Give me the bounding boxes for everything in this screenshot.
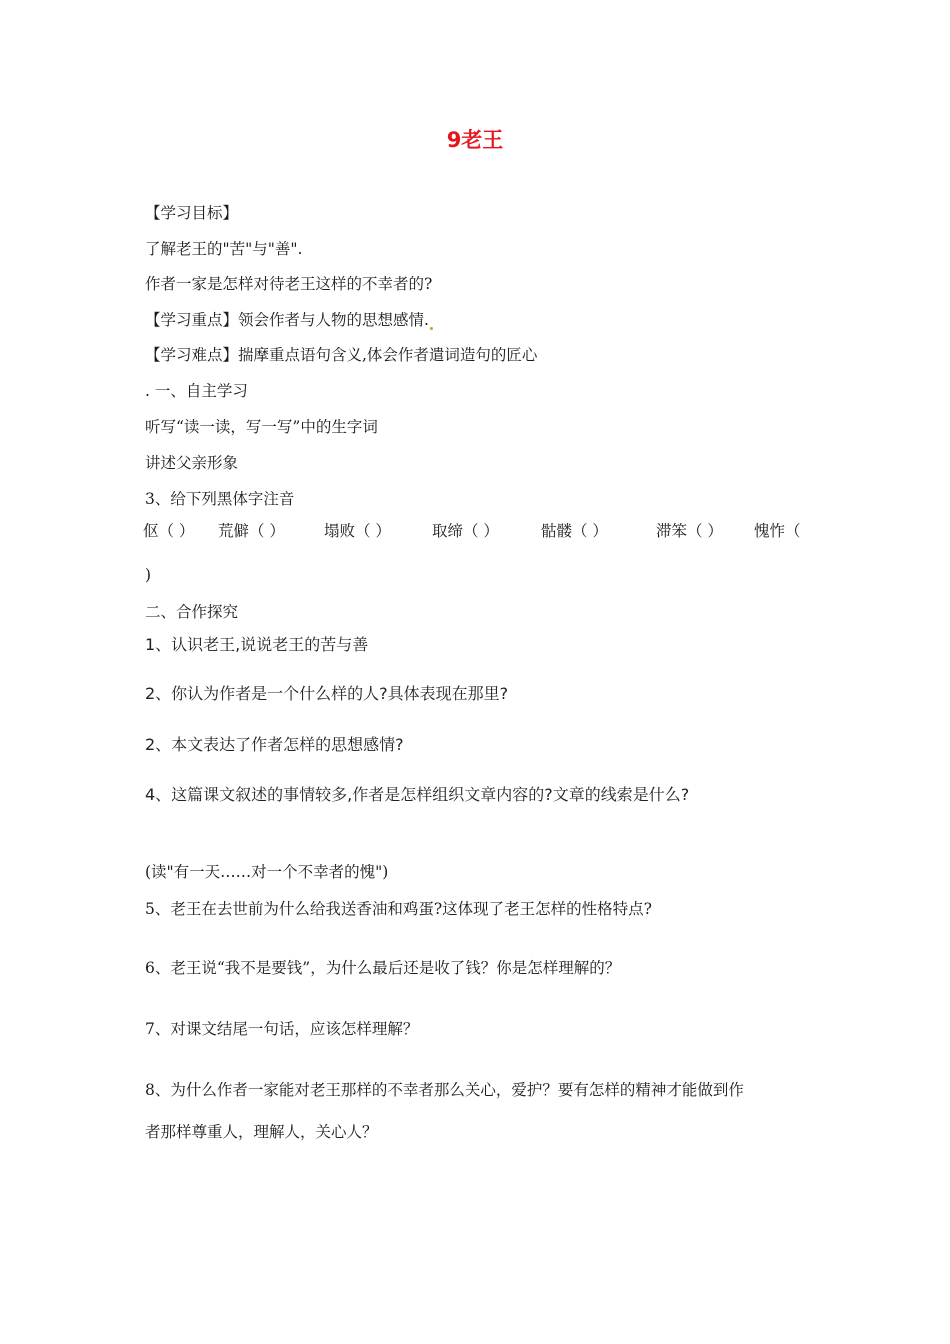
pinyin-item: 滞笨（ ） bbox=[656, 522, 723, 540]
pinyin-item: 愧怍（ bbox=[754, 522, 801, 540]
question-8-line-2: 者那样尊重人，理解人，关心人？ bbox=[145, 1123, 378, 1141]
key-point-line bbox=[145, 310, 433, 330]
pinyin-item: 取缔（ ） bbox=[432, 522, 499, 540]
question-3: 2、本文表达了作者怎样的思想感情? bbox=[145, 735, 404, 754]
learning-goal-heading: 【学习目标】 bbox=[145, 204, 239, 222]
task-dictation: 听写“读一读，写一写”中的生字词 bbox=[145, 418, 378, 436]
page-title: 9老王 bbox=[446, 128, 504, 152]
reading-note: (读"有一天……对一个不幸者的愧") bbox=[145, 863, 389, 881]
key-point-text: 【学习重点】领会作者与人物的思想感情. bbox=[145, 311, 429, 329]
question-4: 4、这篇课文叙述的事情较多,作者是怎样组织文章内容的?文章的线索是什么? bbox=[145, 785, 690, 804]
pinyin-item: 伛（ ） bbox=[143, 522, 195, 540]
question-2: 2、你认为作者是一个什么样的人?具体表现在那里? bbox=[145, 684, 509, 703]
goal-line-2: 作者一家是怎样对待老王这样的不幸者的? bbox=[145, 275, 433, 293]
question-8-line-1: 8、为什么作者一家能对老王那样的不幸者那么关心，爱护？要有怎样的精神才能做到作 bbox=[145, 1081, 744, 1099]
mark-dot bbox=[430, 327, 433, 330]
difficulty-line: 【学习难点】揣摩重点语句含义,体会作者遣词造句的匠心 bbox=[145, 346, 538, 364]
pinyin-item: 骷髅（ ） bbox=[541, 522, 608, 540]
task-father: 讲述父亲形象 bbox=[145, 454, 239, 472]
pinyin-item: 塌败（ ） bbox=[324, 522, 391, 540]
pinyin-item: 荒僻（ ） bbox=[218, 522, 285, 540]
question-5: 5、老王在去世前为什么给我送香油和鸡蛋?这体现了老王怎样的性格特点? bbox=[145, 900, 652, 918]
goal-line-1: 了解老王的"苦"与"善". bbox=[145, 240, 303, 258]
section-two-heading: 二、合作探究 bbox=[145, 603, 239, 621]
section-one-heading: . 一、自主学习 bbox=[145, 382, 248, 400]
closing-paren: ) bbox=[145, 566, 152, 584]
question-1: 1、认识老王,说说老王的苦与善 bbox=[145, 635, 369, 654]
question-6: 6、老王说“我不是要钱”，为什么最后还是收了钱？你是怎样理解的？ bbox=[145, 959, 621, 977]
question-7: 7、对课文结尾一句话，应该怎样理解？ bbox=[145, 1020, 419, 1038]
task-pinyin: 3、给下列黑体字注音 bbox=[145, 490, 295, 508]
